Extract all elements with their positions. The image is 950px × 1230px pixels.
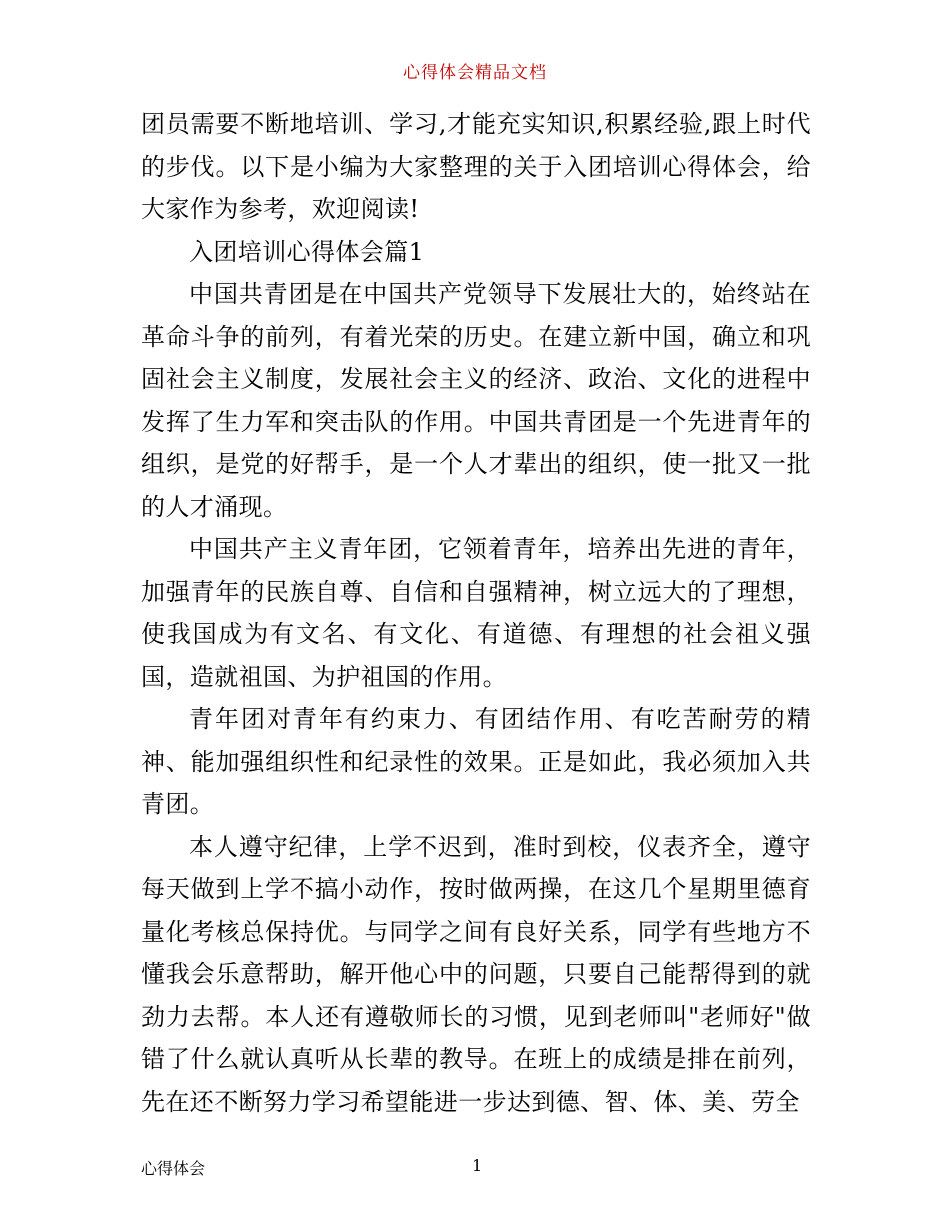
body-paragraph: 本人遵守纪律，上学不迟到，准时到校，仪表齐全，遵守每天做到上学不搞小动作，按时做两操，在这几个星期里德育量化考核总保持优。与同学之间有良好关系，同学有些地方不懂我会乐意帮助，解开他心中的问题，只要自己能帮得到的就劲力去帮。本人还有遵敬师长的习惯，见到老师叫"老师好"做错了什么就认真听从长辈的教导。在班上的成绩是排在前列，先在还不断努力学习希望能进一步达到德、智、体、美、劳全 [141,832,811,1116]
footer-label: 心得体会 [141,1159,206,1178]
body-text [141,103,811,1123]
page-number: 1 [472,1156,483,1175]
body-paragraph: 青年团对青年有约束力、有团结作用、有吃苦耐劳的精神、能加强组织性和纪录性的效果。正是如此，我必须加入共青团。 [141,705,811,818]
section-heading: 入团培训心得体会篇1 [189,237,425,266]
intro-paragraph: 团员需要不断地培训、学习,才能充实知识,积累经验,跟上时代的步伐。以下是小编为大家整理的关于入团培训心得体会，给大家作为参考，欢迎阅读! [141,110,811,223]
body-paragraph: 中国共产主义青年团，它领着青年，培养出先进的青年，加强青年的民族自尊、自信和自强精神，树立远大的了理想，使我国成为有文名、有文化、有道德、有理想的社会祖义强国，造就祖国、为护祖国的作用。 [141,535,811,691]
body-paragraph: 中国共青团是在中国共产党领导下发展壮大的，始终站在革命斗争的前列，有着光荣的历史。在建立新中国，确立和巩固社会主义制度，发展社会主义的经济、政治、文化的进程中发挥了生力军和突击队的作用。中国共青团是一个先进青年的组织，是党的好帮手，是一个人才辈出的组织，使一批又一批的人才涌现。 [141,280,811,521]
header-title: 心得体会精品文档 [403,63,547,83]
